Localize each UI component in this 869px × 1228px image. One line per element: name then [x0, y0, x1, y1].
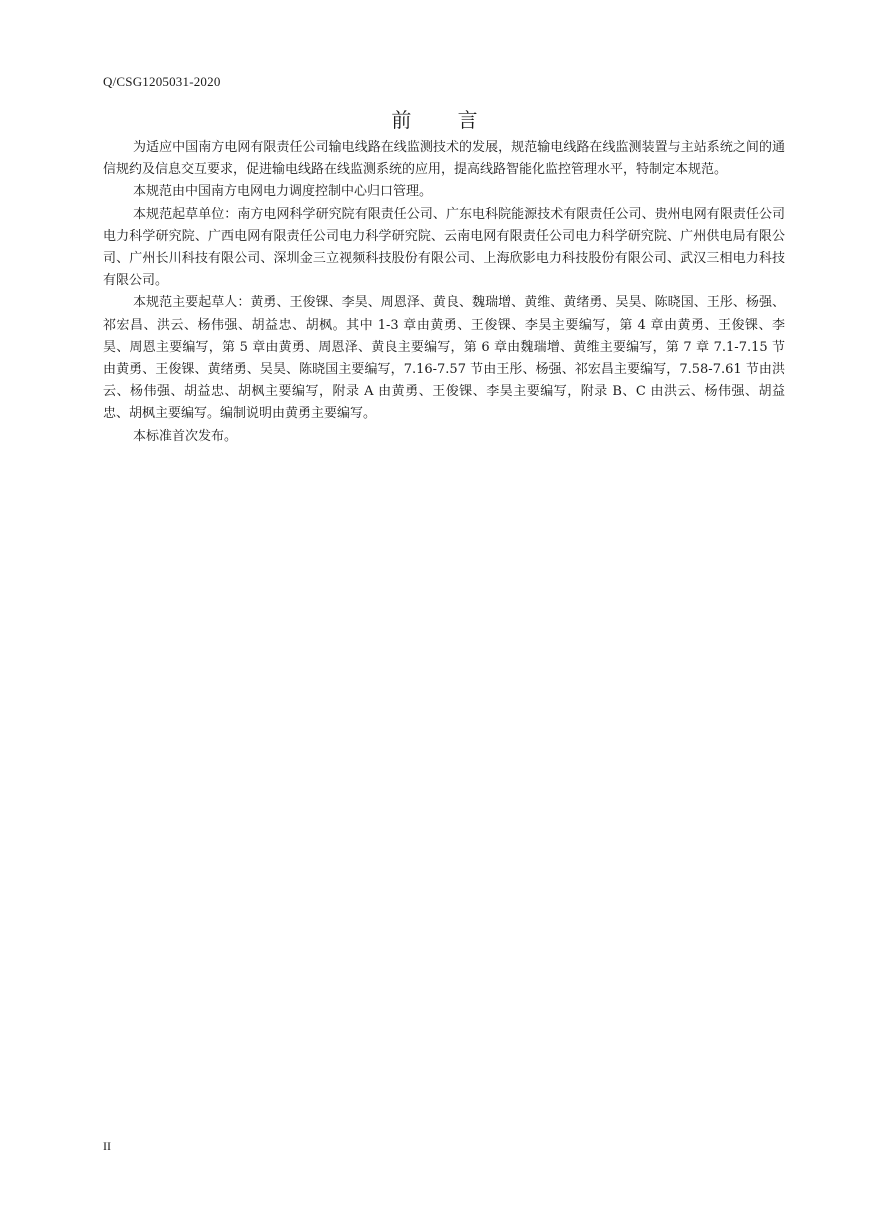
standard-code: Q/CSG1205031-2020: [103, 74, 221, 89]
page-number: II: [103, 1139, 111, 1153]
paragraph-release: 本标准首次发布。: [133, 428, 238, 444]
paragraph-purpose: 为适应中国南方电网有限责任公司输电线路在线监测技术的发展，规范输电线路在线监测装置与主站系统之间的通信规约及信息交互要求，促进输电线路在线监测系统的应用，提高线路智能化监控管理水平，特制定本规范。: [103, 140, 785, 178]
paragraph-drafting-units: 本规范起草单位：南方电网科学研究院有限责任公司、广东电科院能源技术有限责任公司、贵州电网有限责任公司电力科学研究院、广西电网有限责任公司电力科学研究院、云南电网有限责任公司电力科学研究院、广州供电局有限公司、广州长川科技有限公司、深圳金三立视频科技股份有限公司、上海欣影电力科技股份有限公司、武汉三相电力科技有限公司。: [103, 206, 785, 289]
paragraph-management: 本规范由中国南方电网电力调度控制中心归口管理。: [133, 184, 433, 200]
page-title: 前 言: [391, 108, 498, 132]
paragraph-drafters: 本规范主要起草人：黄勇、王俊锞、李昊、周恩泽、黄良、魏瑞增、黄维、黄绪勇、吴昊、陈晓国、王彤、杨强、祁宏昌、洪云、杨伟强、胡益忠、胡枫。其中 1-3 章由黄勇、王俊锞、李昊主要编写，第 4 章由黄勇、王俊锞、李昊、周恩主要编写，第 5 章由黄勇、周恩泽、黄良主要编写，第 6 章由魏瑞增、黄维主要编写，第 7 章 7.1-7.15 节由黄勇、王俊锞、黄绪勇、吴昊、陈晓国主要编写，7.16-7.57 节由王彤、杨强、祁宏昌主要编写，7.58-7.61 节由洪云、杨伟强、胡益忠、胡枫主要编写，附录 A 由黄勇、王俊锞、李昊主要编写，附录 B、C 由洪云、杨伟强、胡益忠、胡枫主要编写。编制说明由黄勇主要编写。: [103, 295, 785, 422]
foreword-body: [103, 137, 785, 448]
